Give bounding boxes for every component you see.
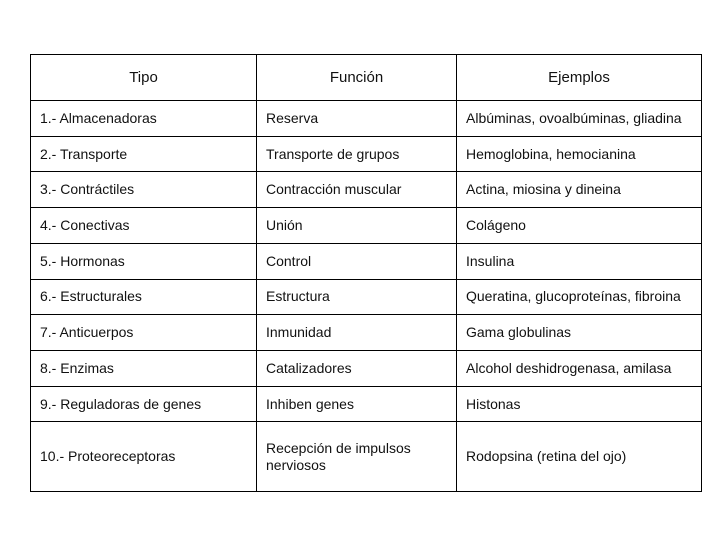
cell-funcion: Control xyxy=(257,243,457,279)
cell-ejemplos: Insulina xyxy=(457,243,702,279)
cell-funcion: Estructura xyxy=(257,279,457,315)
cell-funcion: Inhiben genes xyxy=(257,386,457,422)
cell-funcion: Transporte de grupos xyxy=(257,136,457,172)
cell-tipo: 10.- Proteoreceptoras xyxy=(31,422,257,492)
table-row xyxy=(31,315,702,351)
cell-tipo: 2.- Transporte xyxy=(31,136,257,172)
table-row xyxy=(31,172,702,208)
cell-ejemplos: Histonas xyxy=(457,386,702,422)
header-funcion: Función xyxy=(257,55,457,101)
cell-ejemplos: Rodopsina (retina del ojo) xyxy=(457,422,702,492)
cell-ejemplos: Gama globulinas xyxy=(457,315,702,351)
table-row xyxy=(31,351,702,387)
cell-funcion: Recepción de impulsos nerviosos xyxy=(257,422,457,492)
cell-funcion: Reserva xyxy=(257,101,457,137)
cell-tipo: 7.- Anticuerpos xyxy=(31,315,257,351)
cell-funcion: Contracción muscular xyxy=(257,172,457,208)
table-header-row xyxy=(31,55,702,101)
cell-ejemplos: Albúminas, ovoalbúminas, gliadina xyxy=(457,101,702,137)
header-tipo: Tipo xyxy=(31,55,257,101)
cell-funcion: Catalizadores xyxy=(257,351,457,387)
table-row xyxy=(31,136,702,172)
table-row xyxy=(31,208,702,244)
cell-tipo: 5.- Hormonas xyxy=(31,243,257,279)
protein-types-table xyxy=(30,54,702,492)
cell-ejemplos: Queratina, glucoproteínas, fibroina xyxy=(457,279,702,315)
table-row xyxy=(31,422,702,492)
cell-tipo: 4.- Conectivas xyxy=(31,208,257,244)
cell-ejemplos: Actina, miosina y dineina xyxy=(457,172,702,208)
cell-funcion: Unión xyxy=(257,208,457,244)
header-ejemplos: Ejemplos xyxy=(457,55,702,101)
cell-ejemplos: Colágeno xyxy=(457,208,702,244)
table-row xyxy=(31,101,702,137)
cell-tipo: 1.- Almacenadoras xyxy=(31,101,257,137)
cell-funcion: Inmunidad xyxy=(257,315,457,351)
cell-tipo: 3.- Contráctiles xyxy=(31,172,257,208)
cell-tipo: 6.- Estructurales xyxy=(31,279,257,315)
cell-tipo: 8.- Enzimas xyxy=(31,351,257,387)
cell-tipo: 9.- Reguladoras de genes xyxy=(31,386,257,422)
table-row xyxy=(31,243,702,279)
table-row xyxy=(31,279,702,315)
cell-ejemplos: Alcohol deshidrogenasa, amilasa xyxy=(457,351,702,387)
table-row xyxy=(31,386,702,422)
cell-ejemplos: Hemoglobina, hemocianina xyxy=(457,136,702,172)
